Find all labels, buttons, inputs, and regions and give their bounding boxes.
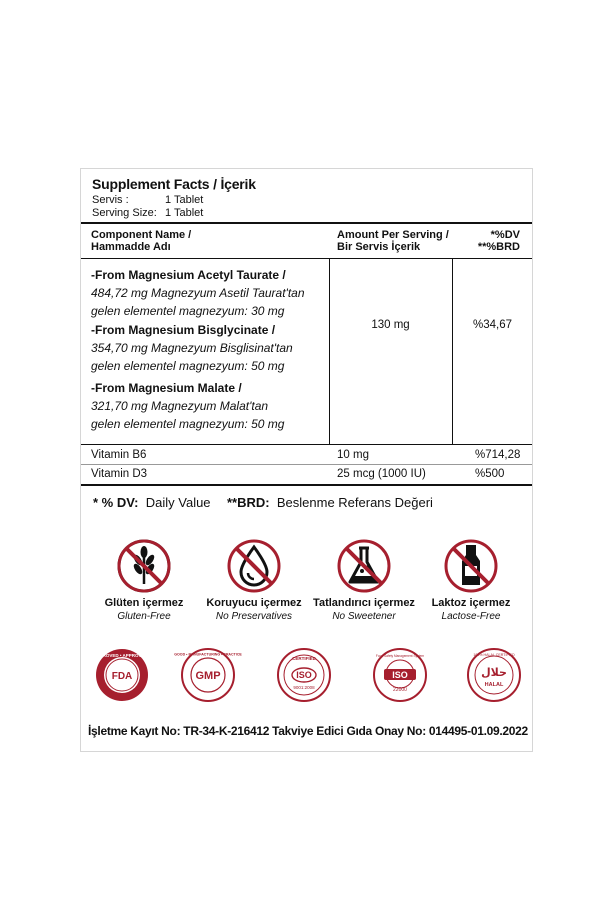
magnesium-source: -From Magnesium Bisglycinate / 354,70 mg Magnezyum Bisglisinat'tan gelen elementel magnezyum: 50 mg [91, 323, 293, 373]
registration-footer: İşletme Kayıt No: TR-34-K-216412 Takviye Edici Gıda Onay No: 014495-01.09.2022 [88, 724, 528, 738]
free-label: Glüten içermez Gluten-Free [104, 597, 184, 622]
serving-label: Servis : [92, 194, 129, 206]
header-rule [81, 258, 532, 259]
iso9001-badge [277, 648, 331, 702]
svg-text:22000: 22000 [393, 687, 407, 693]
free-label: Tatlandırıcı içermez No Sweetener [313, 597, 415, 622]
svg-text:ISO: ISO [392, 670, 408, 680]
svg-text:ISO: ISO [296, 670, 312, 680]
magnesium-source: -From Magnesium Malate / 321,70 mg Magnezyum Malat'tan gelen elementel magnezyum: 50 mg [91, 381, 285, 431]
free-label: Laktoz içermez Lactose-Free [431, 597, 511, 622]
header-amount: Amount Per Serving / Bir Servis İçerik [337, 229, 449, 253]
magnesium-source: -From Magnesium Acetyl Taurate / 484,72 mg Magnezyum Asetil Taurat'tan gelen elementel magnezyum: 30 mg [91, 268, 305, 318]
svg-text:GMP: GMP [195, 670, 221, 682]
header-component: Component Name / Hammadde Adı [91, 229, 192, 253]
row-rule [81, 464, 532, 465]
svg-text:HALAL: HALAL [484, 682, 504, 688]
halal-badge [467, 648, 521, 702]
magnesium-dv: %34,67 [472, 319, 512, 331]
table-row-dv: %714,28 [475, 449, 521, 461]
header-dv: *%DV **%BRD [477, 229, 520, 253]
supplement-facts-panel [80, 168, 533, 752]
serving-size-label: Serving Size: [92, 207, 157, 219]
iso22000-badge [373, 648, 427, 702]
gmp-badge [174, 648, 242, 702]
table-row-amount: 10 mg [337, 449, 369, 461]
svg-text:APPROVED • APPROVED •: APPROVED • APPROVED • [93, 653, 151, 658]
svg-text:FDA: FDA [111, 671, 133, 682]
table-row-amount: 25 mcg (1000 IU) [337, 468, 426, 480]
free-label: Koruyucu içermez No Preservatives [206, 597, 302, 622]
svg-text:GOOD • MANUFACTURING • PRACTIC: GOOD • MANUFACTURING • PRACTICE [174, 652, 242, 657]
table-row-dv: %500 [475, 468, 505, 480]
fda-badge [95, 648, 149, 702]
column-divider-2 [452, 258, 453, 444]
table-bottom-rule [81, 484, 532, 486]
bottle-icon [441, 536, 501, 596]
svg-text:حلال: حلال [481, 666, 507, 679]
column-divider-1 [329, 258, 330, 444]
table-row-name: Vitamin B6 [91, 449, 147, 461]
serving-line [92, 194, 204, 206]
svg-text:Food Safety Management System: Food Safety Management System [375, 654, 425, 658]
dv-footnote: * % DV: Daily Value [93, 495, 211, 510]
magnesium-amount: 130 mg [371, 319, 410, 331]
flask-icon [334, 536, 394, 596]
svg-text:9001:2008: 9001:2008 [293, 685, 315, 690]
table-top-rule [81, 222, 532, 224]
table-row-name: Vitamin D3 [91, 468, 148, 480]
serving-value: 1 Tablet [165, 194, 204, 206]
serving-size-line [92, 207, 204, 219]
drop-icon [224, 536, 284, 596]
page-title: Supplement Facts / İçerik [92, 176, 256, 192]
brd-footnote: **BRD: Beslenme Referans Değeri [227, 495, 433, 510]
wheat-icon [114, 536, 174, 596]
svg-text:100% HALAL CERTIFIED: 100% HALAL CERTIFIED [473, 653, 515, 657]
svg-text:CERTIFIED: CERTIFIED [292, 656, 316, 661]
serving-size-value: 1 Tablet [165, 207, 204, 219]
row-rule [81, 444, 532, 445]
